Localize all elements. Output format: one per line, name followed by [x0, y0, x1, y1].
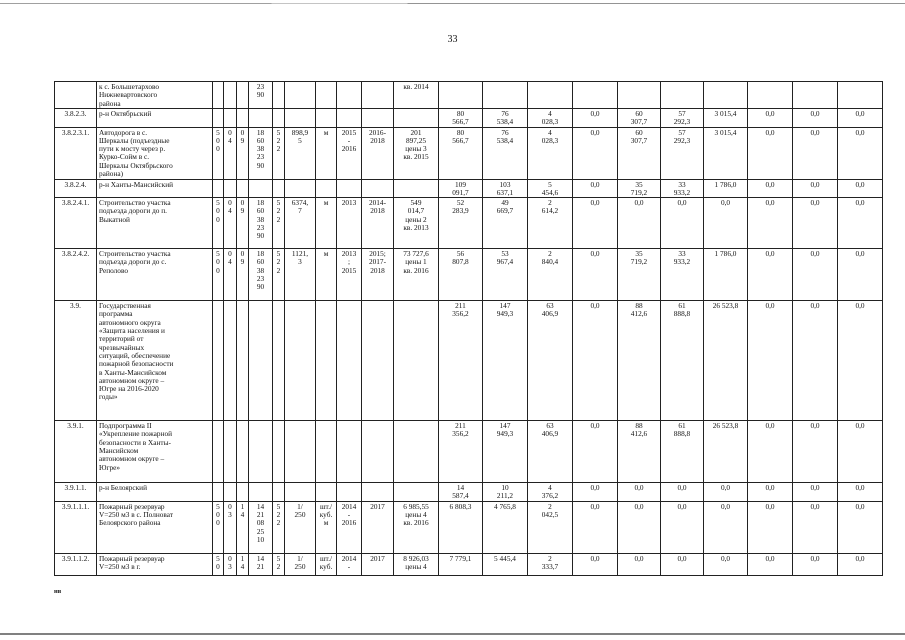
funding-value-cell: 4 028,3: [528, 109, 573, 128]
funding-value-cell: 33 933,2: [661, 179, 704, 198]
funding-value-cell: 2 840,4: [528, 249, 573, 301]
row-name-cell: р-н Белоярский: [97, 483, 213, 502]
code-2-cell: [224, 421, 237, 483]
row-name-cell: Пожарный резервуар V=250 м3 в с. Полноват Белоярского района: [97, 501, 213, 553]
table-row: [55, 109, 883, 128]
funding-value-cell: 60 307,7: [618, 127, 661, 179]
scan-edge-top: [0, 3, 905, 4]
funding-value-cell: 211 356,2: [439, 301, 483, 421]
funding-value-cell: 0,0: [704, 483, 748, 502]
funding-value-cell: 0,0: [704, 501, 748, 553]
capacity-cell: [285, 301, 316, 421]
table-row: [55, 127, 883, 179]
funding-value-cell: 0,0: [573, 553, 618, 575]
funding-value-cell: 0,0: [838, 127, 883, 179]
code-1-cell: [213, 179, 224, 198]
capacity-cell: [285, 179, 316, 198]
funding-value-cell: 0,0: [838, 553, 883, 575]
code-5-cell: [273, 483, 285, 502]
funding-value-cell: [704, 82, 748, 109]
code-4-cell: 14 21 08 25 10: [249, 501, 273, 553]
row-number-cell: 3.8.2.4.2.: [55, 249, 97, 301]
funding-value-cell: 109 091,7: [439, 179, 483, 198]
code-2-cell: [224, 82, 237, 109]
funding-value-cell: 0,0: [573, 127, 618, 179]
code-5-cell: 5 2: [273, 553, 285, 575]
funding-value-cell: [838, 82, 883, 109]
funding-value-cell: 0,0: [748, 109, 793, 128]
capacity-cell: 1/ 250: [285, 501, 316, 553]
unit-cell: [316, 109, 337, 128]
estimated-cost-cell: 549 014,7 цены 2 кв. 2013: [394, 198, 439, 249]
row-number-cell: 3.8.2.4.: [55, 179, 97, 198]
design-years-cell: 2014 -: [337, 553, 362, 575]
funding-value-cell: 4 376,2: [528, 483, 573, 502]
code-2-cell: 0 4: [224, 198, 237, 249]
code-3-cell: [237, 179, 249, 198]
code-2-cell: 0 3: [224, 501, 237, 553]
row-name-cell: р-н Октябрьский: [97, 109, 213, 128]
construction-years-cell: 2016- 2018: [362, 127, 394, 179]
capacity-cell: [285, 483, 316, 502]
code-1-cell: [213, 483, 224, 502]
row-number-cell: 3.9.1.1.2.: [55, 553, 97, 575]
page-number: 33: [447, 34, 458, 45]
funding-value-cell: 14 587,4: [439, 483, 483, 502]
funding-value-cell: 0,0: [748, 127, 793, 179]
capacity-cell: 1121, 3: [285, 249, 316, 301]
funding-value-cell: 0,0: [748, 501, 793, 553]
unit-cell: [316, 483, 337, 502]
design-years-cell: 2015 - 2016: [337, 127, 362, 179]
funding-value-cell: 0,0: [793, 553, 838, 575]
funding-value-cell: 1 786,0: [704, 179, 748, 198]
capacity-cell: 1/ 250: [285, 553, 316, 575]
funding-value-cell: [748, 82, 793, 109]
code-1-cell: [213, 301, 224, 421]
funding-value-cell: [483, 82, 528, 109]
funding-value-cell: 56 807,8: [439, 249, 483, 301]
funding-value-cell: 0,0: [838, 301, 883, 421]
funding-value-cell: 61 888,8: [661, 421, 704, 483]
code-1-cell: 5 0 0: [213, 501, 224, 553]
table-row: [55, 501, 883, 553]
funding-value-cell: [661, 82, 704, 109]
row-number-cell: 3.9.1.1.1.: [55, 501, 97, 553]
funding-value-cell: 0,0: [793, 501, 838, 553]
code-3-cell: [237, 483, 249, 502]
table-row: [55, 198, 883, 249]
code-2-cell: [224, 301, 237, 421]
code-3-cell: 0 9: [237, 198, 249, 249]
funding-value-cell: 0,0: [573, 421, 618, 483]
funding-value-cell: 76 538,4: [483, 127, 528, 179]
code-5-cell: [273, 301, 285, 421]
funding-value-cell: 80 566,7: [439, 109, 483, 128]
code-1-cell: 5 0 0: [213, 127, 224, 179]
design-years-cell: 2014 - 2016: [337, 501, 362, 553]
funding-value-cell: 0,0: [748, 421, 793, 483]
row-number-cell: 3.8.2.4.1.: [55, 198, 97, 249]
row-name-cell: Строительство участка подъезда дороги до с. Реполово: [97, 249, 213, 301]
construction-years-cell: 2017: [362, 553, 394, 575]
code-5-cell: [273, 109, 285, 128]
funding-value-cell: 0,0: [618, 198, 661, 249]
funding-value-cell: 0,0: [793, 109, 838, 128]
funding-value-cell: 103 637,1: [483, 179, 528, 198]
funding-value-cell: 0,0: [573, 501, 618, 553]
code-3-cell: 1 4: [237, 553, 249, 575]
funding-value-cell: [528, 82, 573, 109]
funding-value-cell: 35 719,2: [618, 179, 661, 198]
funding-value-cell: 1 786,0: [704, 249, 748, 301]
code-1-cell: [213, 82, 224, 109]
funding-value-cell: 26 523,8: [704, 421, 748, 483]
funding-value-cell: 0,0: [661, 198, 704, 249]
code-3-cell: 0 9: [237, 127, 249, 179]
unit-cell: м: [316, 249, 337, 301]
funding-value-cell: 0,0: [838, 179, 883, 198]
funding-value-cell: 80 566,7: [439, 127, 483, 179]
construction-years-cell: 2015; 2017- 2018: [362, 249, 394, 301]
funding-value-cell: 0,0: [793, 127, 838, 179]
unit-cell: м: [316, 127, 337, 179]
funding-value-cell: [618, 82, 661, 109]
construction-years-cell: [362, 82, 394, 109]
row-name-cell: Государственная программа автономного округа «Защита населения и территорий от чрезвычайных ситуаций, обеспечение пожарной безопасности в Ханты-Мансийском автономном округе – Югре на 2016-2020 годы»: [97, 301, 213, 421]
funding-value-cell: 0,0: [793, 179, 838, 198]
investment-program-table: [54, 81, 883, 576]
funding-value-cell: 53 967,4: [483, 249, 528, 301]
funding-value-cell: 0,0: [661, 553, 704, 575]
funding-value-cell: 3 015,4: [704, 127, 748, 179]
funding-value-cell: 0,0: [793, 301, 838, 421]
code-2-cell: 0 4: [224, 249, 237, 301]
funding-value-cell: 76 538,4: [483, 109, 528, 128]
funding-value-cell: 0,0: [618, 501, 661, 553]
unit-cell: [316, 421, 337, 483]
row-number-cell: 3.8.2.3.: [55, 109, 97, 128]
code-4-cell: 18 60 38 23 90: [249, 198, 273, 249]
funding-value-cell: 0,0: [838, 483, 883, 502]
funding-value-cell: 0,0: [748, 483, 793, 502]
code-3-cell: [237, 109, 249, 128]
code-4-cell: 14 21: [249, 553, 273, 575]
design-years-cell: [337, 301, 362, 421]
funding-value-cell: [573, 82, 618, 109]
code-2-cell: 0 3: [224, 553, 237, 575]
funding-value-cell: 4 765,8: [483, 501, 528, 553]
design-years-cell: [337, 179, 362, 198]
unit-cell: шт./ куб. м: [316, 501, 337, 553]
code-1-cell: 5 0: [213, 553, 224, 575]
estimated-cost-cell: [394, 483, 439, 502]
funding-value-cell: 5 445,4: [483, 553, 528, 575]
funding-value-cell: 0,0: [793, 198, 838, 249]
estimated-cost-cell: [394, 179, 439, 198]
funding-value-cell: 0,0: [748, 553, 793, 575]
code-5-cell: [273, 421, 285, 483]
funding-value-cell: 0,0: [793, 249, 838, 301]
code-4-cell: 18 60 38 23 90: [249, 249, 273, 301]
estimated-cost-cell: 8 926,03 цены 4: [394, 553, 439, 575]
capacity-cell: [285, 109, 316, 128]
table-row: [55, 301, 883, 421]
code-4-cell: [249, 421, 273, 483]
unit-cell: шт./ куб.: [316, 553, 337, 575]
funding-value-cell: 0,0: [748, 179, 793, 198]
code-1-cell: 5 0 0: [213, 198, 224, 249]
design-years-cell: [337, 82, 362, 109]
funding-value-cell: 0,0: [618, 483, 661, 502]
capacity-cell: 6374, 7: [285, 198, 316, 249]
row-name-cell: р-н Ханты-Мансийский: [97, 179, 213, 198]
funding-value-cell: 147 949,3: [483, 421, 528, 483]
funding-value-cell: 88 412,6: [618, 421, 661, 483]
funding-value-cell: 57 292,3: [661, 127, 704, 179]
code-2-cell: [224, 179, 237, 198]
funding-value-cell: 10 211,2: [483, 483, 528, 502]
funding-value-cell: 0,0: [573, 301, 618, 421]
code-3-cell: 0 9: [237, 249, 249, 301]
estimated-cost-cell: кв. 2014: [394, 82, 439, 109]
funding-value-cell: 0,0: [704, 553, 748, 575]
funding-value-cell: 7 779,1: [439, 553, 483, 575]
funding-value-cell: 4 028,3: [528, 127, 573, 179]
capacity-cell: [285, 421, 316, 483]
code-5-cell: [273, 82, 285, 109]
table-row: [55, 483, 883, 502]
funding-value-cell: 60 307,7: [618, 109, 661, 128]
row-number-cell: 3.9.1.1.: [55, 483, 97, 502]
row-name-cell: к с. Большетархово Нижневартовского района: [97, 82, 213, 109]
row-name-cell: Подпрограмма II «Укрепление пожарной безопасности в Ханты- Мансийском автономном округе – Югре»: [97, 421, 213, 483]
capacity-cell: 898,9 5: [285, 127, 316, 179]
estimated-cost-cell: [394, 109, 439, 128]
construction-years-cell: [362, 421, 394, 483]
table-row: [55, 249, 883, 301]
funding-value-cell: 0,0: [573, 109, 618, 128]
funding-value-cell: 57 292,3: [661, 109, 704, 128]
design-years-cell: [337, 421, 362, 483]
row-number-cell: 3.8.2.3.1.: [55, 127, 97, 179]
funding-value-cell: 0,0: [661, 501, 704, 553]
funding-value-cell: 0,0: [793, 483, 838, 502]
estimated-cost-cell: [394, 301, 439, 421]
table-row: [55, 553, 883, 575]
unit-cell: [316, 179, 337, 198]
scan-edge-bottom: [0, 633, 905, 635]
funding-value-cell: 0,0: [748, 249, 793, 301]
funding-value-cell: 2 614,2: [528, 198, 573, 249]
funding-value-cell: 0,0: [838, 109, 883, 128]
code-4-cell: 23 90: [249, 82, 273, 109]
unit-cell: [316, 301, 337, 421]
code-5-cell: 5 2 2: [273, 501, 285, 553]
code-4-cell: [249, 483, 273, 502]
funding-value-cell: 88 412,6: [618, 301, 661, 421]
funding-value-cell: 0,0: [661, 483, 704, 502]
construction-years-cell: [362, 483, 394, 502]
estimated-cost-cell: 6 985,55 цены 4 кв. 2016: [394, 501, 439, 553]
funding-value-cell: 0,0: [838, 249, 883, 301]
design-years-cell: [337, 109, 362, 128]
construction-years-cell: 2017: [362, 501, 394, 553]
page-footer-mark: нв: [54, 588, 62, 595]
funding-value-cell: 0,0: [704, 198, 748, 249]
funding-value-cell: 0,0: [748, 301, 793, 421]
funding-value-cell: 3 015,4: [704, 109, 748, 128]
code-3-cell: [237, 301, 249, 421]
row-name-cell: Автодорога в с. Шеркалы (подъездные пути к мосту через р. Курко-Сойм в с. Шеркалы Октябрьского района): [97, 127, 213, 179]
row-name-cell: Пожарный резервуар V=250 м3 в г.: [97, 553, 213, 575]
funding-value-cell: 6 808,3: [439, 501, 483, 553]
funding-value-cell: 35 719,2: [618, 249, 661, 301]
funding-value-cell: 26 523,8: [704, 301, 748, 421]
code-2-cell: [224, 109, 237, 128]
funding-value-cell: [793, 82, 838, 109]
funding-value-cell: 211 356,2: [439, 421, 483, 483]
construction-years-cell: [362, 109, 394, 128]
row-number-cell: 3.9.: [55, 301, 97, 421]
code-3-cell: 1 4: [237, 501, 249, 553]
design-years-cell: 2013 ; 2015: [337, 249, 362, 301]
funding-value-cell: 0,0: [573, 198, 618, 249]
funding-value-cell: 0,0: [748, 198, 793, 249]
row-number-cell: 3.9.1.: [55, 421, 97, 483]
design-years-cell: [337, 483, 362, 502]
funding-value-cell: 52 283,9: [439, 198, 483, 249]
construction-years-cell: 2014- 2018: [362, 198, 394, 249]
funding-value-cell: 33 933,2: [661, 249, 704, 301]
funding-value-cell: 0,0: [573, 179, 618, 198]
funding-value-cell: 61 888,8: [661, 301, 704, 421]
code-1-cell: [213, 421, 224, 483]
funding-value-cell: 2 333,7: [528, 553, 573, 575]
code-3-cell: [237, 421, 249, 483]
code-5-cell: 5 2 2: [273, 198, 285, 249]
construction-years-cell: [362, 301, 394, 421]
code-2-cell: [224, 483, 237, 502]
construction-years-cell: [362, 179, 394, 198]
estimated-cost-cell: 201 897,25 цены 3 кв. 2015: [394, 127, 439, 179]
code-3-cell: [237, 82, 249, 109]
code-5-cell: [273, 179, 285, 198]
unit-cell: [316, 82, 337, 109]
funding-value-cell: [439, 82, 483, 109]
code-4-cell: [249, 179, 273, 198]
funding-value-cell: 63 406,9: [528, 421, 573, 483]
code-1-cell: 5 0 0: [213, 249, 224, 301]
code-5-cell: 5 2 2: [273, 249, 285, 301]
funding-value-cell: 0,0: [573, 483, 618, 502]
funding-value-cell: 0,0: [793, 421, 838, 483]
code-4-cell: [249, 109, 273, 128]
code-5-cell: 5 2 2: [273, 127, 285, 179]
funding-value-cell: 5 454,6: [528, 179, 573, 198]
funding-value-cell: 2 042,5: [528, 501, 573, 553]
row-name-cell: Строительство участка подъезда дороги до п. Выкатной: [97, 198, 213, 249]
estimated-cost-cell: 73 727,6 цены 1 кв. 2016: [394, 249, 439, 301]
capacity-cell: [285, 82, 316, 109]
funding-value-cell: 0,0: [838, 198, 883, 249]
table-row: [55, 421, 883, 483]
code-1-cell: [213, 109, 224, 128]
funding-value-cell: 63 406,9: [528, 301, 573, 421]
funding-value-cell: 0,0: [838, 501, 883, 553]
row-number-cell: [55, 82, 97, 109]
funding-value-cell: 0,0: [618, 553, 661, 575]
funding-value-cell: 0,0: [573, 249, 618, 301]
unit-cell: м: [316, 198, 337, 249]
funding-value-cell: 147 949,3: [483, 301, 528, 421]
estimated-cost-cell: [394, 421, 439, 483]
funding-value-cell: 0,0: [838, 421, 883, 483]
code-2-cell: 0 4: [224, 127, 237, 179]
code-4-cell: [249, 301, 273, 421]
funding-value-cell: 49 669,7: [483, 198, 528, 249]
table-row: [55, 82, 883, 109]
design-years-cell: 2013: [337, 198, 362, 249]
code-4-cell: 18 60 38 23 90: [249, 127, 273, 179]
table-row: [55, 179, 883, 198]
